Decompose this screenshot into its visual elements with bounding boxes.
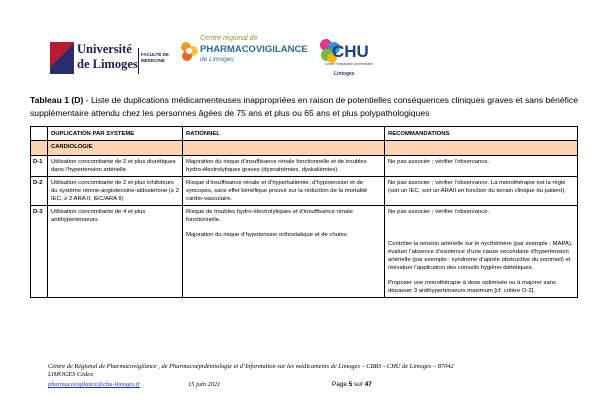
page-number: Page 5 sur 47 <box>332 381 372 388</box>
faculty-label: FACULTÉ DE MÉDECINE <box>141 52 169 63</box>
chu-subtitle: Centre Hospitalier Universitaire <box>324 62 374 66</box>
row-rationnel: Risque d’insuffisance rénale et d’hyperkaliémie, d’hypotension et de syncopes, sans effet bénéfique prouvé sur la réduction de la mortalité cardio-vasculaire. <box>183 177 385 206</box>
header-recommandations: RECOMMANDATIONS <box>385 127 578 141</box>
universite-limoges-logo <box>50 40 168 76</box>
header-rationnel: RATIONNEL <box>183 127 385 141</box>
footer-address-line-1: Centre de Régional de Pharmacovigilance , de Pharmacoépidémiologie et d’Information sur les médicaments de Limoges – CBRS - CHU de Limoges – 87042 <box>48 363 454 370</box>
row-duplication: Utilisation concomitante de 2 et plus inhibiteurs du système rénine-angiotensine-aldostérone (≥ 2 IEC, ≥ 2 ARA II, IEC/ARA II) <box>48 177 183 206</box>
row-code: D-2 <box>31 177 48 206</box>
universite-name: Université de Limoges <box>77 42 138 71</box>
table-header-row <box>31 127 578 141</box>
category-empty-cell <box>385 141 578 156</box>
pv-line-3: de Limoges <box>200 56 234 63</box>
contact-email-link[interactable]: pharmacovigilance@chu-limoges.fr <box>48 381 141 388</box>
logo-divider <box>138 48 139 74</box>
header-duplication: DUPLICATION PAR SYSTEME <box>48 127 183 141</box>
category-row <box>31 141 578 156</box>
table-row <box>31 206 578 298</box>
row-recommandations: Ne pas associer ; vérifier l’observance. <box>385 156 578 177</box>
universite-emblem-icon <box>50 42 74 74</box>
chu-limoges-logo <box>318 38 378 84</box>
row-recommandations: Ne pas associer ; vérifier l’observance. La monothérapie est la règle (soit un IEC, soit un ARAII en fonction du terrain clinique du patient). <box>385 177 578 206</box>
category-label: CARDIOLOGIE <box>48 141 183 156</box>
row-rationnel: Majoration du risque d’insuffisance rénale fonctionnelle et de troubles hydro-électrolytiques graves (dysnatrémies, dyskaliémies). <box>183 156 385 177</box>
row-code: D-1 <box>31 156 48 177</box>
chu-city: Limoges <box>334 71 355 77</box>
pv-line-2: PHARMACOVIGILANCE <box>200 44 308 55</box>
pharmacovigilance-logo <box>178 34 318 78</box>
category-code-cell <box>31 141 48 156</box>
header-logos <box>50 34 374 84</box>
caption-text: - Liste de duplications médicamenteuses inappropriées en raison de potentielles conséquences cliniques graves et sans bénéfice supplémentaire attendu chez les personnes âgées de 75 ans et plus ou 65 ans et plus polypathologiques <box>30 95 578 118</box>
document-date: 15 juin 2021 <box>188 381 221 388</box>
caption-label: Tableau 1 (D) <box>30 95 84 105</box>
footer-address-line-2: LIMOGES Cedex <box>48 371 93 378</box>
row-rationnel: Risque de troubles hydro-électrolytiques et d’insuffisance rénale fonctionnelle. Majoration du risque d’hypotension orthostatique et de chutes. <box>183 206 385 298</box>
row-duplication: Utilisation concomitante de 2 et plus diurétiques dans l’hypertension artérielle <box>48 156 183 177</box>
duplications-table <box>30 126 578 298</box>
header-code <box>31 127 48 141</box>
pharmacovigilance-flower-icon <box>178 40 200 64</box>
row-recommandations: Ne pas associer ; vérifier l’observance. Contrôler la tension artérielle sur le nycthémère (par exemple : MAPA), évaluer l’absence d’existence d’une cause secondaire d’hypertension artérielle (par exemple : syndrome d’apnée obstructive du sommeil) et réévaluer l’application des conseils hygiéno-diététiques. Proposer une monothérapie à dose optimisée ou à majorer sans dépasser 3 antihypertenseurs maximum [cf. critère O-2]. <box>385 206 578 298</box>
pv-line-1: Centre régional de <box>200 35 258 42</box>
page-footer <box>48 363 568 379</box>
row-duplication: Utilisation concomitante de 4 et plus antihypertenseurs <box>48 206 183 298</box>
chu-name: CHU <box>332 42 369 61</box>
table-row <box>31 156 578 177</box>
row-code: D-3 <box>31 206 48 298</box>
table-row <box>31 177 578 206</box>
category-empty-cell <box>183 141 385 156</box>
table-caption <box>30 94 578 119</box>
